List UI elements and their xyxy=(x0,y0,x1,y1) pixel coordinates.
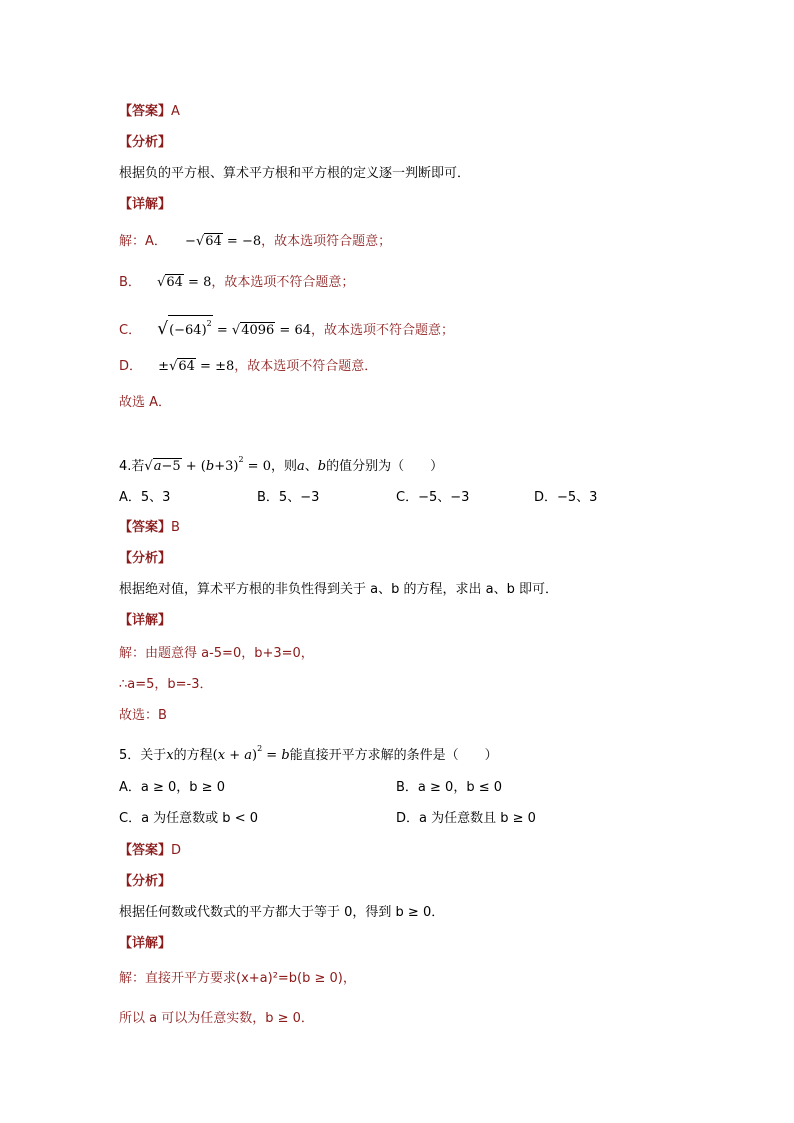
q5-detail-1: 解：直接开平方要求(x+a)²=b(b ≥ 0)， xyxy=(119,971,356,986)
q4-option-c: C．−5、−3 xyxy=(396,490,470,505)
q4-conclusion: 故选：B xyxy=(119,708,167,723)
q4-analysis-label: 【分析】 xyxy=(119,551,172,566)
detail-line-a: 解：A． −√64 = −8，故本选项符合题意； xyxy=(119,234,392,249)
q4-detail-label: 【详解】 xyxy=(119,613,172,628)
q4-option-a: A．5、3 xyxy=(119,490,171,505)
analysis-text: 根据负的平方根、算术平方根和平方根的定义逐一判断即可． xyxy=(119,166,471,181)
analysis-label: 【分析】 xyxy=(119,135,172,150)
q5-option-b: B．a ≥ 0，b ≤ 0 xyxy=(396,780,502,795)
math-d: ±√64 = ±8 xyxy=(158,359,235,374)
math-b: √64 = 8 xyxy=(157,275,212,290)
q5-option-d: D．a 为任意数且 b ≥ 0 xyxy=(396,811,536,826)
detail-line-c: C． $√(-64)^2 = √4096 = 64$，故本选项不符合题意； xyxy=(119,315,454,340)
q5-option-a: A．a ≥ 0，b ≥ 0 xyxy=(119,780,225,795)
q4-detail-2: ∴a=5，b=-3． xyxy=(119,677,213,692)
answer-value: A xyxy=(171,104,180,119)
question-5-stem: 5．关于x的方程$(x + a)^2 = b$能直接开平方求解的条件是（ ） xyxy=(119,744,498,763)
q4-math: $√a-5 + (b+3)^2 = 0$ xyxy=(144,455,271,474)
question-4-stem: 4.若$√a-5 + (b+3)^2 = 0$，则a、b的值分别为（ ） xyxy=(119,455,444,474)
answer-label: 【答案】 xyxy=(119,104,172,119)
q4-option-d: D．−5、3 xyxy=(534,490,598,505)
q4-detail-1: 解：由题意得 a-5=0，b+3=0， xyxy=(119,646,314,661)
detail-line-d: D． ±√64 = ±8，故本选项不符合题意． xyxy=(119,359,378,374)
q5-analysis-text: 根据任何数或代数式的平方都大于等于 0，得到 b ≥ 0． xyxy=(119,905,445,920)
detail-label: 【详解】 xyxy=(119,197,172,212)
q4-answer-line: 【答案】B xyxy=(119,520,180,535)
q5-math: $(x + a)^2 = b$ xyxy=(212,744,290,763)
q5-answer-line: 【答案】D xyxy=(119,843,182,858)
math-c: $√(-64)^2 = √4096 = 64$ xyxy=(157,323,311,338)
q5-detail-2: 所以 a 可以为任意实数，b ≥ 0． xyxy=(119,1011,314,1026)
answer-line xyxy=(119,103,180,121)
q4-option-b: B．5、−3 xyxy=(257,490,320,505)
q5-option-c: C．a 为任意数或 b < 0 xyxy=(119,811,258,826)
q5-analysis-label: 【分析】 xyxy=(119,874,172,889)
q5-detail-label: 【详解】 xyxy=(119,936,172,951)
math-a: −√64 = −8 xyxy=(185,234,262,249)
conclusion-1: 故选 A． xyxy=(119,395,172,410)
q4-analysis-text: 根据绝对值，算术平方根的非负性得到关于 a、b 的方程，求出 a、b 即可． xyxy=(119,582,558,597)
detail-line-b: B． √64 = 8，故本选项不符合题意； xyxy=(119,275,355,290)
